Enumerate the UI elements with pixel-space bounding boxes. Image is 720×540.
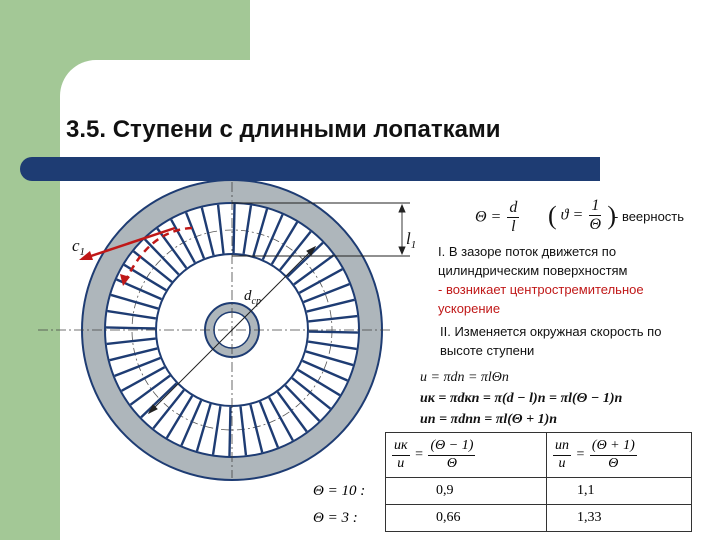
label-l1: $l_1$: [406, 229, 417, 251]
note-line-6: высоте ступени: [440, 343, 535, 358]
slide-title: 3.5. Ступени с длинными лопатками: [66, 116, 501, 143]
blade: [106, 327, 155, 328]
label-c1: $c_1$: [72, 236, 86, 258]
blade: [229, 407, 230, 456]
table-cell: 0,66: [386, 505, 547, 532]
speed-formula-3: uп = πdпn = πl(Θ + 1)n: [420, 412, 558, 427]
fan-formula: ( ϑ = $\frac{1}{\Theta}$ ): [548, 197, 616, 234]
speed-ratio-table: [307, 432, 692, 532]
header-ratio-root: $\frac{uк}{u}$ = $\frac{(\Theta - 1)}{\Theta}$: [386, 433, 547, 478]
blade: [234, 204, 235, 253]
note-line-2: цилиндрическим поверхностям: [438, 263, 628, 278]
table-cell: 1,33: [547, 505, 692, 532]
table-cell: 0,9: [386, 478, 547, 505]
blade: [309, 332, 358, 333]
table-header-row: [307, 433, 692, 478]
note-line-3: - возникает центростремительное: [438, 282, 644, 297]
speed-formula-2: uк = πdкn = π(d − l)n = πl(Θ − 1)n: [420, 391, 623, 406]
note-line-1: I. В зазоре поток движется по: [438, 244, 617, 259]
row-label: Θ = 10 :: [313, 482, 366, 499]
label-dcp: $d_{ср}$: [244, 288, 261, 307]
theta-formula: Θ = $\frac{d}{l}$: [475, 199, 518, 236]
note-line-5: II. Изменяется окружная скорость по: [440, 324, 662, 339]
fan-label: - веерность: [614, 209, 685, 224]
speed-formula-1: u = πdn = πlΘn: [420, 370, 509, 385]
table-cell: 1,1: [547, 478, 692, 505]
table-row: [307, 478, 692, 505]
header-ratio-tip: $\frac{uп}{u}$ = $\frac{(\Theta + 1)}{\Theta}$: [547, 433, 692, 478]
table-row: [307, 505, 692, 532]
row-label: Θ = 3 :: [313, 509, 358, 526]
note-line-4: ускорение: [438, 301, 501, 316]
